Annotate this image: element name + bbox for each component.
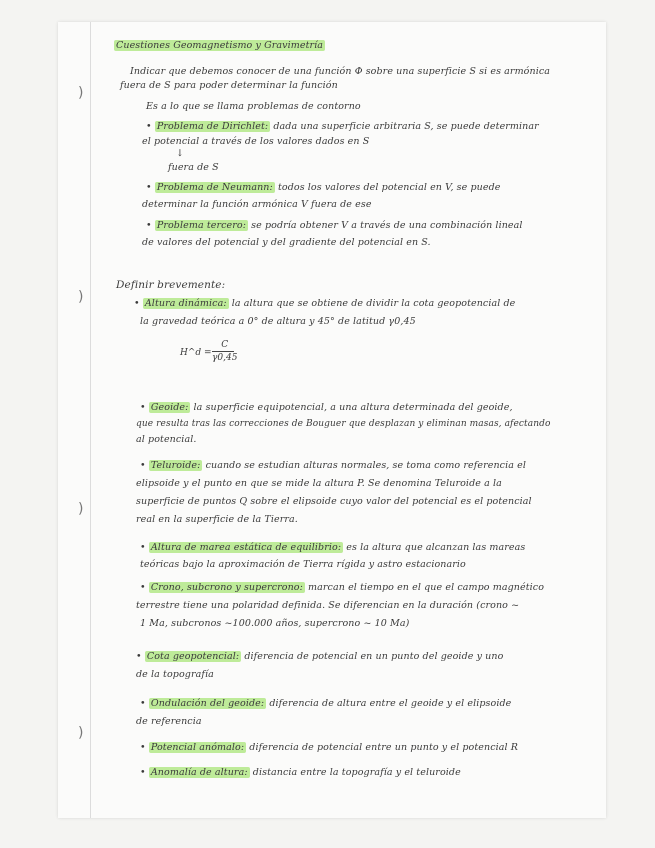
dirichlet-line: el potencial a través de los valores dados en S: [142, 136, 370, 147]
margin-line: [90, 22, 91, 818]
geoide-item: • Geoide: la superficie equipotencial, a una altura determinada del geoide,: [140, 402, 513, 413]
tercero-item: • Problema tercero: se podría obtener V a través de una combinación lineal: [146, 220, 523, 231]
cota-item: • Cota geopotencial: diferencia de potencial en un punto del geoide y uno: [136, 651, 504, 662]
potencial-anomalo-item: • Potencial anómalo: diferencia de potencial entre un punto y el potencial R: [140, 742, 519, 753]
crono-item: • Crono, subcrono y supercrono: marcan el tiempo en el que el campo magnético: [140, 582, 545, 593]
ondulacion-item: • Ondulación del geoide: diferencia de altura entre el geoide y el elipsoide: [140, 698, 512, 709]
formula-fraction: [212, 340, 237, 363]
marea-line: teóricas bajo la aproximación de Tierra rígida y astro estacionario: [140, 559, 466, 570]
ondulacion-line: de referencia: [136, 716, 202, 727]
formula-numerator: C: [221, 340, 229, 350]
binder-hole-mark: ): [78, 501, 84, 517]
altura-dinamica-line: la gravedad teórica a 0° de altura y 45° de latitud γ0,45: [140, 316, 416, 327]
intro-line: fuera de S para poder determinar la función: [120, 80, 338, 91]
formula-lhs: H^d =: [180, 348, 212, 358]
crono-line: terrestre tiene una polaridad definida. Se diferencian en la duración (crono ~: [136, 600, 520, 611]
teluroide-line: elipsoide y el punto en que se mide la altura P. Se denomina Teluroide a la: [136, 478, 502, 489]
dirichlet-note: fuera de S: [168, 162, 219, 173]
neumann-item: • Problema de Neumann: todos los valores del potencial en V, se puede: [146, 182, 501, 193]
tercero-line: de valores del potencial y del gradiente del potencial en S.: [142, 237, 431, 248]
page-title: Cuestiones Geomagnetismo y Gravimetría: [116, 40, 324, 51]
marea-item: • Altura de marea estática de equilibrio: es la altura que alcanzan las mareas: [140, 542, 526, 553]
section-heading: Definir brevemente:: [116, 279, 226, 291]
intro-line: Indicar que debemos conocer de una función Φ sobre una superficie S si es armónica: [130, 66, 551, 77]
formula-denominator: γ0,45: [212, 353, 238, 363]
altura-dinamica-item: • Altura dinámica: la altura que se obtiene de dividir la cota geopotencial de: [134, 298, 516, 309]
geoide-line: al potencial.: [136, 434, 197, 445]
cota-line: de la topografía: [136, 669, 214, 680]
teluroide-item: • Teluroide: cuando se estudian alturas normales, se toma como referencia el: [140, 460, 526, 471]
teluroide-line: real en la superficie de la Tierra.: [136, 514, 298, 525]
binder-hole-mark: ): [78, 289, 84, 305]
intro-line: Es a lo que se llama problemas de contorno: [146, 101, 361, 112]
crono-line: 1 Ma, subcronos ~100.000 años, supercrono ~ 10 Ma): [140, 618, 410, 629]
anomalia-altura-item: • Anomalía de altura: distancia entre la topografía y el teluroide: [140, 767, 461, 778]
neumann-line: determinar la función armónica V fuera de ese: [142, 199, 372, 210]
binder-hole-mark: ): [78, 85, 84, 101]
binder-hole-mark: ): [78, 725, 84, 741]
dirichlet-item: • Problema de Dirichlet: dada una superficie arbitraria S, se puede determinar: [146, 121, 539, 132]
teluroide-line: superficie de puntos Q sobre el elipsoide cuyo valor del potencial es el potencial: [136, 496, 532, 507]
geoide-line: que resulta tras las correcciones de Bouguer que desplazan y eliminan masas, afectando: [136, 419, 551, 429]
dirichlet-arrow: ↓: [176, 148, 185, 159]
